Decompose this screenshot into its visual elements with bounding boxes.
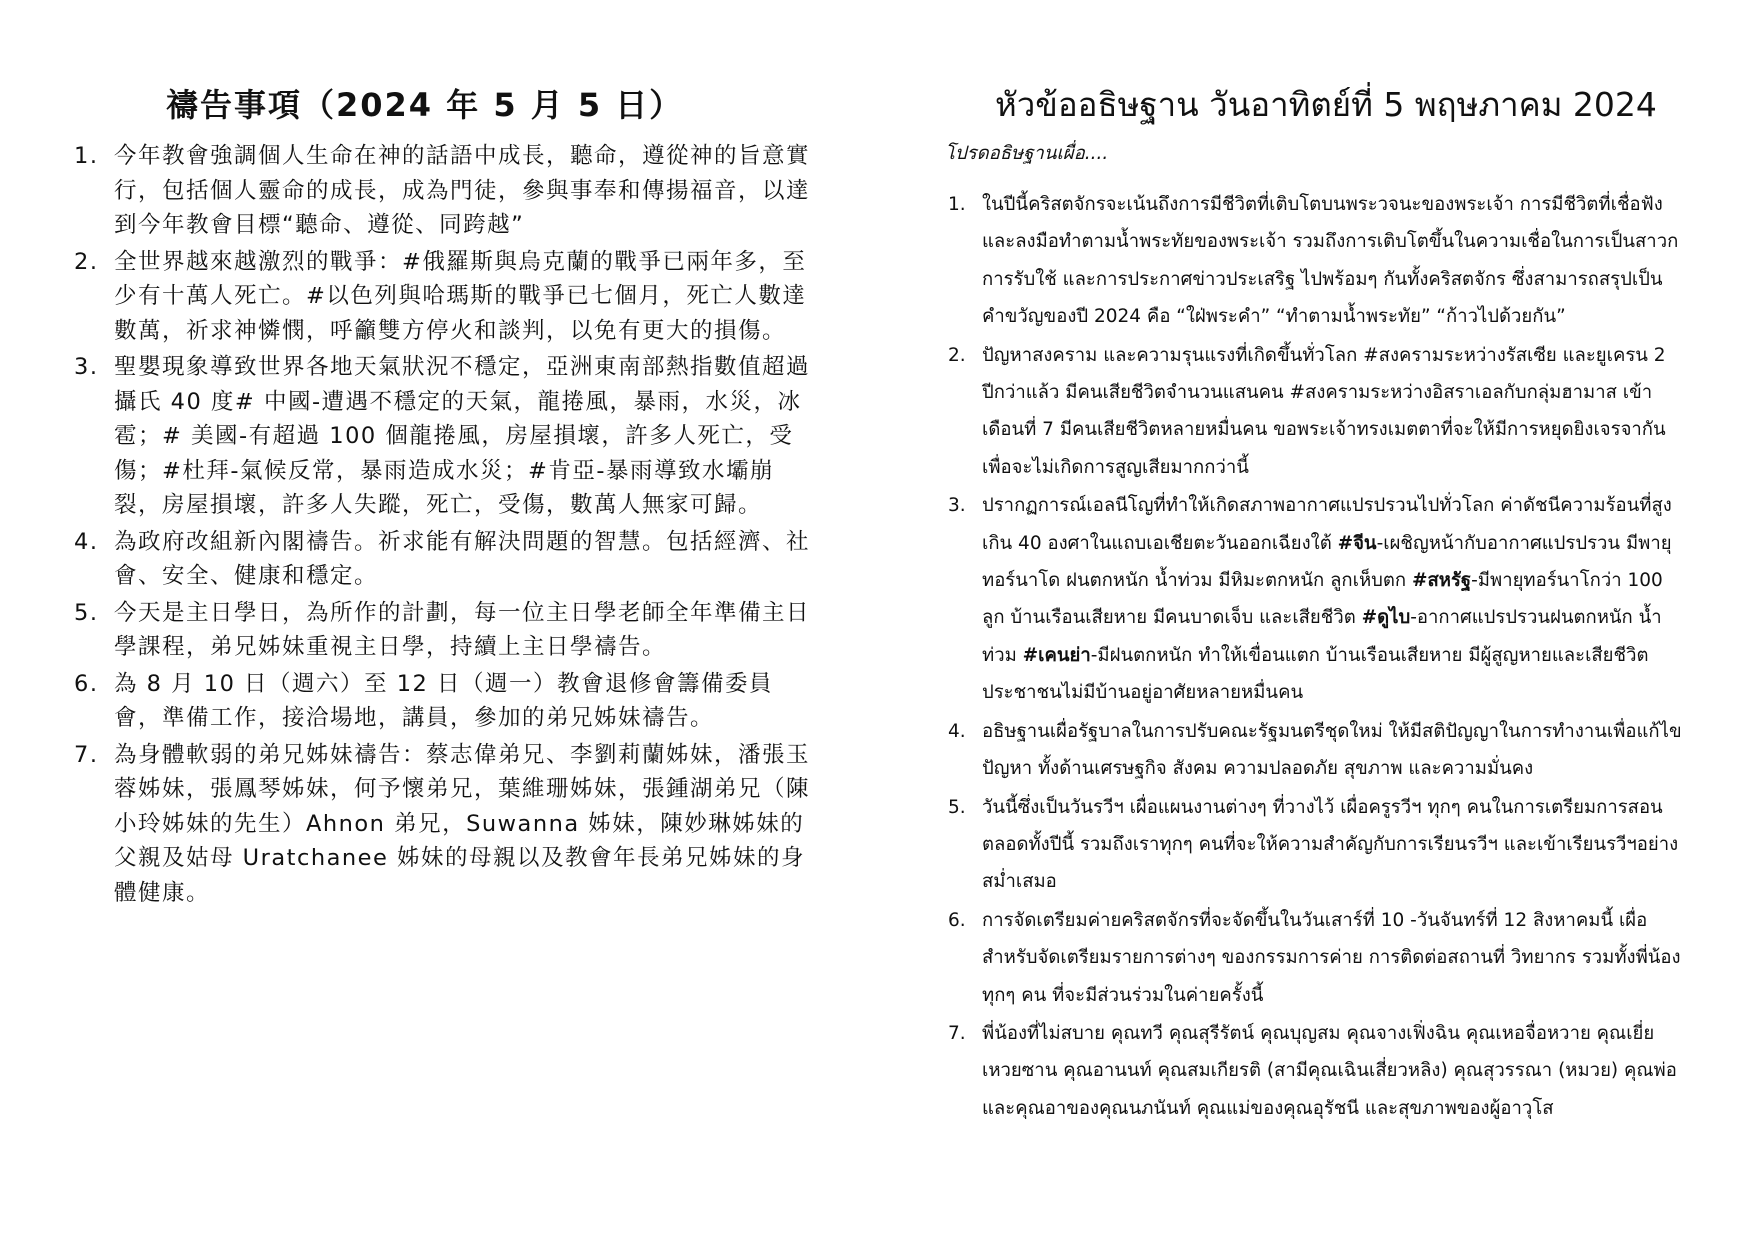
list-item xyxy=(945,186,1690,336)
text-segment: ปรากฏการณ์เอลนีโญที่ทำให้เกิดสภาพอากาศแปรปรวนไปทั่วโลก ค่าดัชนีความร้อนที่สูงเกิน 40 องศาในแถบเอเชียตะวันออกเฉียงใต้ xyxy=(982,495,1672,554)
text-segment: -มีฝนตกหนัก ทำให้เขื่อนแตก บ้านเรือนเสียหาย มีผู้สูญหายและเสียชีวิต ประชาชนไม่มีบ้านอยู่อาศัยหลายหมื่นคน xyxy=(982,644,1649,704)
item-number: 4. xyxy=(74,528,99,555)
list-item xyxy=(70,350,810,523)
text-segment: -เผชิญหน้ากับอากาศแปรปรวน มีพายุทอร์นาโด ฝนตกหนัก น้ำท่วม มีหิมะตกหนัก ลูกเห็บตก xyxy=(982,532,1672,592)
list-item xyxy=(945,487,1690,711)
list-item xyxy=(945,713,1690,788)
item-number: 1. xyxy=(74,143,99,169)
item-text: 全世界越來越激烈的戰爭：#俄羅斯與烏克蘭的戰爭已兩年多，至少有十萬人死亡。#以色列與哈瑪斯的戰爭已七個月，死亡人數達數萬，祈求神憐憫，呼籲雙方停火和談判，以免有更大的損傷。 xyxy=(114,248,807,344)
item-text: 今年教會強調個人生命在神的話語中成長，聽命，遵從神的旨意實行，包括個人靈命的成長，成為門徒，參與事奉和傳揚福音，以達到今年教會目標“聽命、遵從、同跨越” xyxy=(114,143,811,238)
item-number: 2. xyxy=(74,248,99,275)
list-item xyxy=(945,337,1690,487)
prayer-list-chinese xyxy=(70,139,810,912)
prayer-list-thai xyxy=(945,186,1690,1128)
item-number: 1. xyxy=(948,194,966,215)
item-text: 為政府改組新內閣禱告。祈求能有解決問題的智慧。包括經濟、社會、安全、健康和穩定。 xyxy=(114,528,811,589)
item-number: 3. xyxy=(74,354,99,380)
thai-prayer-column xyxy=(945,0,1690,1241)
list-item xyxy=(70,738,810,911)
item-number: 4. xyxy=(948,720,966,742)
item-number: 5. xyxy=(74,599,99,626)
country-tag-usa: #สหรัฐ xyxy=(1411,570,1472,592)
item-number: 6. xyxy=(74,670,99,697)
item-text: 為 8 月 10 日（週六）至 12 日（週一）教會退修會籌備委員會，準備工作，接洽場地，講員，參加的弟兄姊妹禱告。 xyxy=(114,670,773,731)
item-text: 聖嬰現象導致世界各地天氣狀況不穩定，亞洲東南部熱指數值超過攝氏 40 度# 中國-遭遇不穩定的天氣，龍捲風，暴雨，水災，冰雹；# 美國-有超過 100 個龍捲風，房屋損壞，許多人死亡，受傷；#杜拜-氣候反常，暴雨造成水災；#肯亞-暴雨導致水壩崩裂，房屋損壞，許多人失蹤，死亡，受傷，數萬人無家可歸。 xyxy=(114,354,811,518)
item-text: วันนี้ซึ่งเป็นวันรวีฯ เผื่อแผนงานต่างๆ ที่วางไว้ เผื่อครูรวีฯ ทุกๆ คนในการเตรียมการสอนตลอดทั้งปีนี้ รวมถึงเราทุกๆ คนที่จะให้ความสำคัญกับการเรียนรวีฯ และเข้าเรียนรวีฯอย่างสม่ำเสมอ xyxy=(982,796,1679,893)
list-item xyxy=(70,525,810,594)
item-text: ปัญหาสงคราม และความรุนแรงที่เกิดขึ้นทั่วโลก #สงครามระหว่างรัสเซีย และยูเครน 2 ปีกว่าแล้ว มีคนเสียชีวิตจำนวนแสนคน #สงครามระหว่างอิสราเอลกับกลุ่มฮามาส เข้าเดือนที่ 7 มีคนเสียชีวิตหลายหมื่นคน ขอพระเจ้าทรงเมตตาที่จะให้มีการหยุดยิงเจรจากัน เพื่อจะไม่เกิดการสูญเสียมากกว่านี้ xyxy=(982,344,1666,478)
list-item xyxy=(70,245,810,349)
item-number: 3. xyxy=(948,495,966,517)
country-tag-dubai: #ดูไบ xyxy=(1361,607,1411,629)
country-tag-kenya: #เคนย่า xyxy=(1022,644,1091,666)
list-item xyxy=(70,596,810,665)
item-text: 為身體軟弱的弟兄姊妹禱告：蔡志偉弟兄、李劉莉蘭姊妹，潘張玉蓉姊妹，張鳳琴姊妹，何予懷弟兄，葉維珊姊妹，張鍾湖弟兄（陳小玲姊妹的先生）Ahnon 弟兄，Suwanna 姊妹，陳妙琳姊妹的父親及姑母 Uratchanee 姊妹的母親以及教會年長弟兄姊妹的身體健康。 xyxy=(114,741,811,906)
item-number: 7. xyxy=(74,741,99,768)
list-item xyxy=(945,1015,1690,1127)
country-tag-china: #จีน xyxy=(1337,532,1377,554)
list-item xyxy=(945,902,1690,1014)
intro-text: โปรดอธิษฐานเผื่อ.... xyxy=(945,143,1109,164)
list-item xyxy=(945,789,1690,901)
item-text: พี่น้องที่ไม่สบาย คุณทวี คุณสุรีรัตน์ คุณบุญสม คุณจางเฟิ่งฉิน คุณเหอจื่อหวาย คุณเยี่ยเหวยซาน คุณอานนท์ คุณสมเกียรติ (สามีคุณเฉินเสี่ยวหลิง) คุณสุวรรณา (หมวย) คุณพ่อและคุณอาของคุณนภนันท์ คุณแม่ของคุณอุรัชนี และสุขภาพของผู้อาวุโส xyxy=(982,1022,1677,1119)
page-title-thai: หัวข้ออธิษฐาน วันอาทิตย์ที่ 5 พฤษภาคม 2024 xyxy=(995,85,1657,124)
item-text: 今天是主日學日，為所作的計劃，每一位主日學老師全年準備主日學課程，弟兄姊妹重視主日學，持續上主日學禱告。 xyxy=(114,599,811,660)
list-item xyxy=(70,139,810,243)
item-number: 2. xyxy=(948,344,966,366)
list-item xyxy=(70,667,810,736)
item-text: การจัดเตรียมค่ายคริสตจักรที่จะจัดขึ้นในวันเสาร์ที่ 10 -วันจันทร์ที่ 12 สิงหาคมนี้ เผื่อสำหรับจัดเตรียมรายการต่างๆ ของกรรมการค่าย การติดต่อสถานที่ วิทยากร รวมทั้งพี่น้องทุกๆ คน ที่จะมีส่วนร่วมในค่ายครั้งนี้ xyxy=(982,909,1681,1006)
item-number: 5. xyxy=(948,796,966,818)
page-title-chinese: 禱告事項（2024 年 5 月 5 日） xyxy=(166,86,684,124)
item-text: อธิษฐานเผื่อรัฐบาลในการปรับคณะรัฐมนตรีชุดใหม่ ให้มีสติปัญญาในการทำงานเพื่อแก้ไขปัญหา ทั้งด้านเศรษฐกิจ สังคม ความปลอดภัย สุขภาพ และความมั่นคง xyxy=(982,720,1682,780)
item-text: ในปีนี้คริสตจักรจะเน้นถึงการมีชีวิตที่เติบโตบนพระวจนะของพระเจ้า การมีชีวิตที่เชื่อฟัง และลงมือทำตามน้ำพระทัยของพระเจ้า รวมถึงการเติบโตขึ้นในความเชื่อในการเป็นสาวก การรับใช้ และการประกาศข่าวประเสริฐ ไปพร้อมๆ กันทั้งคริสตจักร ซึ่งสามารถสรุปเป็นคำขวัญของปี 2024 คือ “ใฝ่พระคำ” “ทำตามน้ำพระทัย” “ก้าวไปด้วยกัน” xyxy=(982,194,1679,328)
item-number: 6. xyxy=(948,909,966,931)
item-number: 7. xyxy=(948,1022,966,1044)
text-segment: -อากาศแปรปรวนฝนตกหนัก น้ำท่วม xyxy=(982,607,1662,666)
item-text xyxy=(982,495,1672,703)
text-segment: -มีพายุทอร์นาโกว่า 100 ลูก บ้านเรือนเสียหาย มีคนบาดเจ็บ และเสียชีวิต xyxy=(982,570,1663,629)
chinese-prayer-column xyxy=(70,0,810,1241)
